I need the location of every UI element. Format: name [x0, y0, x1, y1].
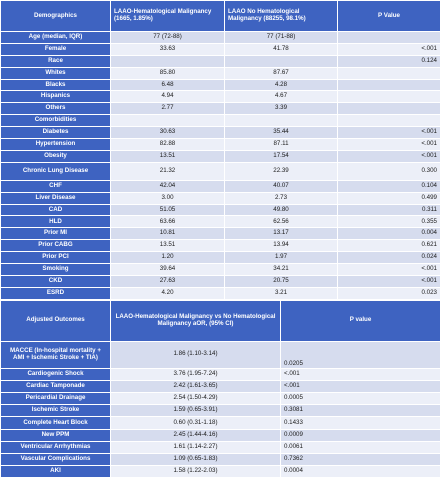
laao-heme-value: 27.63: [111, 275, 225, 287]
laao-no-heme-value: 3.39: [225, 103, 338, 115]
outcome-label: AKI: [1, 466, 111, 478]
row-label: Whites: [1, 67, 111, 79]
table-row: [1, 79, 440, 91]
aor-value: 1.61 (1.14-2.27): [111, 441, 281, 453]
outcomes-header-row: [1, 300, 440, 341]
outcome-label: Cardiac Tamponade: [1, 380, 111, 392]
row-label: CAD: [1, 204, 111, 216]
table-row: [1, 162, 440, 180]
p-value: [338, 79, 440, 91]
table-row: [1, 240, 440, 252]
row-label: Comorbidities: [1, 115, 111, 127]
laao-heme-value: 1.20: [111, 252, 225, 264]
p-value: 0.311: [338, 204, 440, 216]
demographics-header-row: [1, 1, 440, 32]
p-value: [338, 32, 440, 44]
p-value: <.001: [338, 139, 440, 151]
table-row: [1, 216, 440, 228]
laao-heme-value: 13.51: [111, 240, 225, 252]
aor-value: 1.09 (0.65-1.83): [111, 454, 281, 466]
laao-no-heme-value: 20.75: [225, 275, 338, 287]
laao-heme-value: 21.32: [111, 162, 225, 180]
laao-no-heme-value: 41.78: [225, 43, 338, 55]
laao-heme-value: 63.66: [111, 216, 225, 228]
row-label: Diabetes: [1, 127, 111, 139]
laao-no-heme-value: 4.67: [225, 91, 338, 103]
row-label: ESRD: [1, 287, 111, 299]
outcome-p-value: <.001: [281, 368, 440, 380]
aor-value: 2.54 (1.50-4.29): [111, 393, 281, 405]
table-row: [1, 368, 440, 380]
aor-value: 3.76 (1.95-7.24): [111, 368, 281, 380]
laao-no-heme-value: [225, 115, 338, 127]
table-row: [1, 103, 440, 115]
table-row: [1, 91, 440, 103]
table-row: [1, 180, 440, 192]
outcome-p-value: 0.7362: [281, 454, 440, 466]
table-row: [1, 393, 440, 405]
header-outcomes-p-value: P value: [281, 300, 440, 341]
laao-heme-value: 6.48: [111, 79, 225, 91]
laao-heme-value: 3.00: [111, 192, 225, 204]
laao-heme-value: 77 (72-88): [111, 32, 225, 44]
table-row: [1, 264, 440, 276]
laao-no-heme-value: 3.21: [225, 287, 338, 299]
outcome-label: Cardiogenic Shock: [1, 368, 111, 380]
table-row: [1, 275, 440, 287]
laao-no-heme-value: 1.97: [225, 252, 338, 264]
p-value: <.001: [338, 150, 440, 162]
p-value: <.001: [338, 275, 440, 287]
table-row: [1, 139, 440, 151]
row-label: Prior CABG: [1, 240, 111, 252]
laao-no-heme-value: 77 (71-88): [225, 32, 338, 44]
p-value: <.001: [338, 264, 440, 276]
p-value: 0.300: [338, 162, 440, 180]
outcome-label: Complete Heart Block: [1, 417, 111, 429]
p-value: [338, 91, 440, 103]
laao-heme-value: [111, 115, 225, 127]
outcome-label: Ischemic Stroke: [1, 405, 111, 417]
table-row: [1, 192, 440, 204]
outcome-label: Pericardial Drainage: [1, 393, 111, 405]
outcome-p-value: 0.0009: [281, 429, 440, 441]
header-laao-no-heme: LAAO No Hematological Malignancy (88255, 98.1%): [225, 1, 338, 32]
aor-value: 1.59 (0.65-3.91): [111, 405, 281, 417]
laao-no-heme-value: 2.73: [225, 192, 338, 204]
laao-heme-value: 10.81: [111, 228, 225, 240]
row-label: Obesity: [1, 150, 111, 162]
table-row: [1, 67, 440, 79]
laao-heme-value: 4.94: [111, 91, 225, 103]
laao-no-heme-value: 13.17: [225, 228, 338, 240]
p-value: [338, 115, 440, 127]
table-row: [1, 380, 440, 392]
p-value: 0.104: [338, 180, 440, 192]
row-label: CHF: [1, 180, 111, 192]
laao-heme-value: 42.04: [111, 180, 225, 192]
row-label: Race: [1, 55, 111, 67]
outcome-label: MACCE (In-hospital mortality + AMI + Ischemic Stroke + TIA): [1, 341, 111, 368]
row-label: HLD: [1, 216, 111, 228]
aor-value: 2.42 (1.61-3.65): [111, 380, 281, 392]
p-value: 0.355: [338, 216, 440, 228]
table-row: [1, 466, 440, 478]
p-value: 0.023: [338, 287, 440, 299]
header-aor: LAAO-Hematological Malignancy vs No Hematological Malignancy aOR, (95% CI): [111, 300, 281, 341]
table-row: [1, 55, 440, 67]
table-row: [1, 429, 440, 441]
laao-no-heme-value: 35.44: [225, 127, 338, 139]
outcome-p-value: 0.1433: [281, 417, 440, 429]
header-adjusted-outcomes: Adjusted Outcomes: [1, 300, 111, 341]
table-row: [1, 341, 440, 368]
outcome-p-value: 0.0061: [281, 441, 440, 453]
row-label: Prior MI: [1, 228, 111, 240]
outcome-p-value: 0.0205: [281, 341, 440, 368]
header-laao-heme: LAAO-Hematological Malignancy (1665, 1.85%): [111, 1, 225, 32]
aor-value: 1.58 (1.22-2.03): [111, 466, 281, 478]
aor-value: 2.45 (1.44-4.16): [111, 429, 281, 441]
table-row: [1, 228, 440, 240]
row-label: Prior PCI: [1, 252, 111, 264]
table-row: [1, 150, 440, 162]
laao-no-heme-value: 34.21: [225, 264, 338, 276]
header-p-value: P Value: [338, 1, 440, 32]
laao-no-heme-value: 22.39: [225, 162, 338, 180]
laao-heme-value: 51.05: [111, 204, 225, 216]
table-row: [1, 441, 440, 453]
table-row: [1, 32, 440, 44]
laao-heme-value: 30.63: [111, 127, 225, 139]
p-value: [338, 67, 440, 79]
row-label: Liver Disease: [1, 192, 111, 204]
row-label: Female: [1, 43, 111, 55]
p-value: <.001: [338, 127, 440, 139]
table-row: [1, 454, 440, 466]
laao-heme-value: [111, 55, 225, 67]
laao-no-heme-value: 87.11: [225, 139, 338, 151]
laao-no-heme-value: 17.54: [225, 150, 338, 162]
laao-heme-value: 39.64: [111, 264, 225, 276]
table-row: [1, 127, 440, 139]
laao-heme-value: 13.51: [111, 150, 225, 162]
outcome-label: New PPM: [1, 429, 111, 441]
laao-heme-value: 82.88: [111, 139, 225, 151]
outcome-label: Vascular Complications: [1, 454, 111, 466]
row-label: Smoking: [1, 264, 111, 276]
p-value: 0.621: [338, 240, 440, 252]
laao-heme-value: 85.80: [111, 67, 225, 79]
table-row: [1, 115, 440, 127]
p-value: 0.124: [338, 55, 440, 67]
laao-heme-value: 2.77: [111, 103, 225, 115]
laao-no-heme-value: 62.56: [225, 216, 338, 228]
row-label: Age (median, IQR): [1, 32, 111, 44]
table-row: [1, 204, 440, 216]
aor-value: 0.60 (0.31-1.18): [111, 417, 281, 429]
row-label: Others: [1, 103, 111, 115]
laao-no-heme-value: [225, 55, 338, 67]
adjusted-outcomes-table: [0, 300, 440, 478]
p-value: <.001: [338, 43, 440, 55]
table-row: [1, 252, 440, 264]
laao-no-heme-value: 13.94: [225, 240, 338, 252]
outcome-p-value: 0.0005: [281, 393, 440, 405]
p-value: 0.499: [338, 192, 440, 204]
laao-no-heme-value: 87.67: [225, 67, 338, 79]
laao-no-heme-value: 40.07: [225, 180, 338, 192]
p-value: [338, 103, 440, 115]
outcome-label: Ventricular Arrhythmias: [1, 441, 111, 453]
p-value: 0.004: [338, 228, 440, 240]
laao-no-heme-value: 4.28: [225, 79, 338, 91]
p-value: 0.024: [338, 252, 440, 264]
row-label: CKD: [1, 275, 111, 287]
laao-no-heme-value: 49.80: [225, 204, 338, 216]
outcome-p-value: <.001: [281, 380, 440, 392]
row-label: Blacks: [1, 79, 111, 91]
header-demographics: Demographics: [1, 1, 111, 32]
row-label: Hypertension: [1, 139, 111, 151]
table-row: [1, 287, 440, 299]
table-row: [1, 417, 440, 429]
table-row: [1, 405, 440, 417]
outcome-p-value: 0.3081: [281, 405, 440, 417]
aor-value: 1.86 (1.10-3.14): [111, 341, 281, 368]
row-label: Chronic Lung Disease: [1, 162, 111, 180]
laao-heme-value: 4.20: [111, 287, 225, 299]
outcome-p-value: 0.0004: [281, 466, 440, 478]
row-label: Hispanics: [1, 91, 111, 103]
laao-heme-value: 33.63: [111, 43, 225, 55]
table-row: [1, 43, 440, 55]
